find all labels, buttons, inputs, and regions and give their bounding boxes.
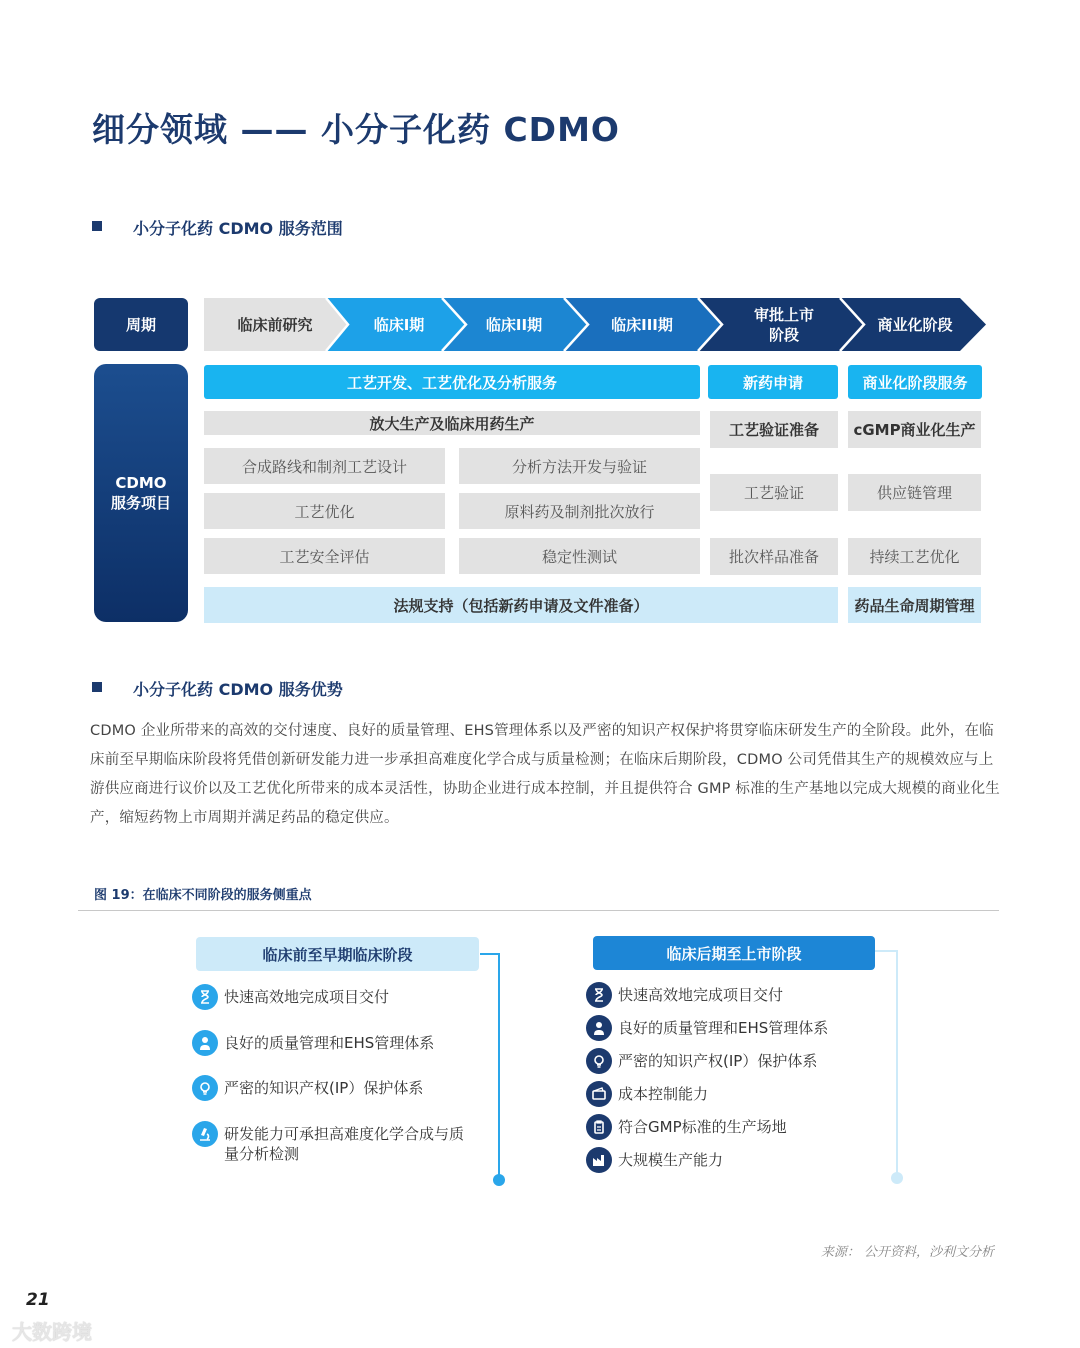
lightbulb-icon — [586, 1048, 612, 1074]
cell-batch-release: 原料药及制剂批次放行 — [459, 493, 700, 529]
phase-3: 临床III期 — [611, 315, 673, 334]
late-item: 大规模生产能力 — [586, 1150, 723, 1176]
cell-validation-prep: 工艺验证准备 — [710, 411, 838, 448]
hourglass-icon — [192, 984, 218, 1010]
early-item: 研发能力可承担高难度化学合成与质 量分析检测 — [192, 1124, 464, 1164]
cell-continuous-opt: 持续工艺优化 — [848, 538, 981, 575]
section-bullet — [92, 221, 102, 231]
section-title-advantages: 小分子化药 CDMO 服务优势 — [133, 680, 343, 699]
cell-safety-eval: 工艺安全评估 — [204, 538, 445, 574]
late-item: 严密的知识产权(IP）保护体系 — [586, 1051, 817, 1077]
lightbulb-icon — [192, 1075, 218, 1101]
cell-process-opt: 工艺优化 — [204, 493, 445, 529]
phase-1: 临床I期 — [373, 315, 425, 334]
header-process-dev: 工艺开发、工艺优化及分析服务 — [204, 365, 700, 399]
early-stage-title: 临床前至早期临床阶段 — [196, 937, 479, 971]
phase-approval: 审批上市 阶段 — [753, 305, 814, 344]
figure-caption: 图 19：在临床不同阶段的服务侧重点 — [94, 888, 312, 903]
scale-up-row: 放大生产及临床用药生产 — [204, 411, 700, 435]
regulatory-support: 法规支持（包括新药申请及文件准备） — [204, 587, 838, 623]
late-item: 成本控制能力 — [586, 1084, 708, 1110]
clipboard-icon — [586, 1114, 612, 1140]
phase-preclinical: 临床前研究 — [237, 315, 313, 334]
source-note: 来源： 公开资料，沙利文分析 — [820, 1245, 994, 1260]
page-number: 21 — [26, 1290, 50, 1310]
cell-route-design: 合成路线和制剂工艺设计 — [204, 448, 445, 484]
late-item: 良好的质量管理和EHS管理体系 — [586, 1018, 828, 1044]
cdmo-services-label: CDMO 服务项目 — [94, 364, 188, 622]
phase-label: 周期 — [94, 298, 188, 351]
phase-2: 临床II期 — [485, 315, 543, 334]
late-stage-title: 临床后期至上市阶段 — [593, 936, 875, 970]
lifecycle-management: 药品生命周期管理 — [848, 587, 981, 623]
cell-cgmp: cGMP商业化生产 — [848, 411, 981, 448]
watermark: 大数跨境 — [12, 1320, 92, 1344]
advantages-paragraph: CDMO 企业所带来的高效的交付速度、良好的质量管理、EHS管理体系以及严密的知识产权保护将贯穿临床研发生产的全阶段。此外，在临床前至早期临床阶段将凭借创新研发能力进一步承担高难度化学合成与质量检测；在临床后期阶段，CDMO 公司凭借其生产的规模效应与上游供应商进行议价以及工艺优化所带来的成本灵活性，协助企业进行成本控制，并且提供符合 GMP 标准的生产基地以完成大规模的商业化生产，缩短药物上市周期并满足药品的稳定供应。 — [90, 723, 1001, 826]
section-title-scope: 小分子化药 CDMO 服务范围 — [133, 219, 343, 238]
microscope-icon — [192, 1121, 218, 1147]
worker-icon — [192, 1030, 218, 1056]
page-title: 细分领域 —— 小分子化药 CDMO — [92, 110, 620, 149]
cell-method-dev: 分析方法开发与验证 — [459, 448, 700, 484]
hourglass-icon — [586, 982, 612, 1008]
cell-stability: 稳定性测试 — [459, 538, 700, 574]
cell-batch-sample: 批次样品准备 — [710, 538, 838, 575]
wallet-icon — [586, 1081, 612, 1107]
early-item: 良好的质量管理和EHS管理体系 — [192, 1033, 434, 1059]
header-commercial: 商业化阶段服务 — [848, 365, 982, 399]
factory-icon — [586, 1147, 612, 1173]
cell-validation: 工艺验证 — [710, 474, 838, 511]
phase-commercial: 商业化阶段 — [877, 315, 953, 334]
section-bullet — [92, 682, 102, 692]
late-item: 快速高效地完成项目交付 — [586, 985, 783, 1011]
caption-divider — [78, 910, 999, 911]
worker-icon — [586, 1015, 612, 1041]
early-item: 严密的知识产权(IP）保护体系 — [192, 1078, 423, 1104]
header-nda: 新药申请 — [708, 365, 838, 399]
cell-supply-chain: 供应链管理 — [848, 474, 981, 511]
early-item: 快速高效地完成项目交付 — [192, 987, 389, 1013]
late-item: 符合GMP标准的生产场地 — [586, 1117, 787, 1143]
